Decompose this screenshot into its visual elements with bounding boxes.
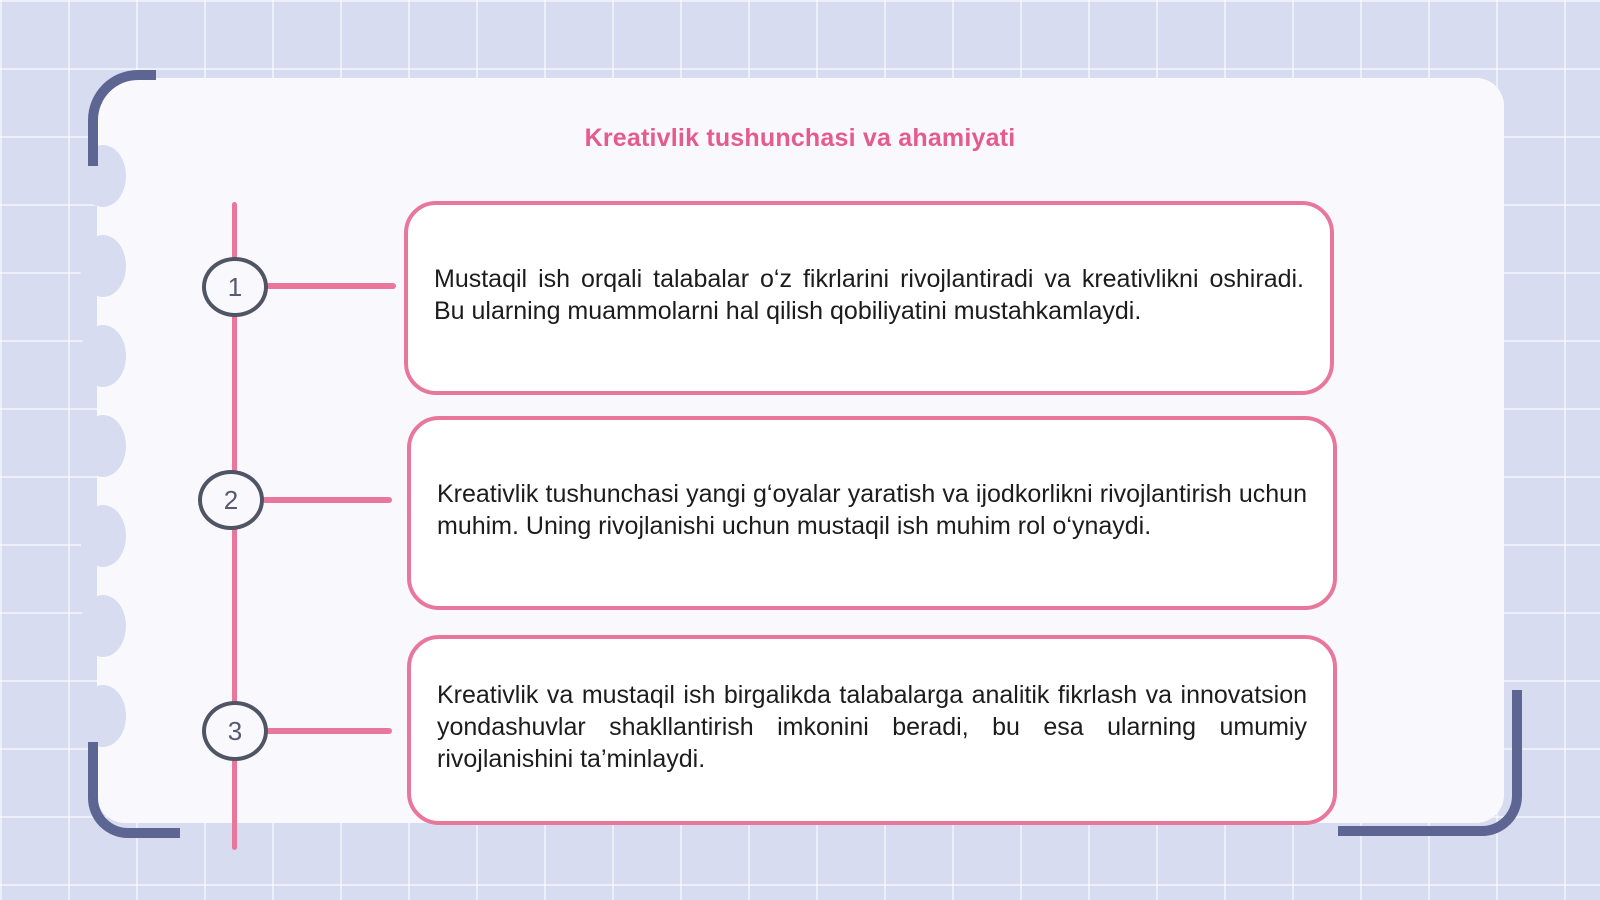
scallop-decoration — [80, 685, 126, 747]
frame-corner-bottom-left — [88, 742, 180, 838]
scallop-decoration — [80, 325, 126, 387]
scallop-decoration — [80, 235, 126, 297]
timeline-connector — [262, 497, 392, 503]
scallop-decoration — [80, 505, 126, 567]
content-box-3 — [407, 635, 1337, 825]
timeline-node-3: 3 — [202, 701, 268, 761]
content-text-3: Kreativlik va mustaqil ish birgalikda talabalarga analitik fikrlash va innovatsion yondashuvlar shakllantirish imkonini beradi, bu esa ularning umumiy rivojlanishini ta’minlaydi. — [437, 681, 1307, 773]
timeline-connector — [266, 283, 396, 289]
scallop-decoration — [80, 595, 126, 657]
content-text-2: Kreativlik tushunchasi yangi g‘oyalar yaratish va ijodkorlikni rivojlantirish uchun muhim. Uning rivojlanishi uchun mustaqil ish muhim rol o‘ynaydi. — [437, 480, 1307, 540]
scallop-decoration — [80, 415, 126, 477]
timeline-node-1: 1 — [202, 257, 268, 317]
content-text-1: Mustaqil ish orqali talabalar o‘z fikrlarini rivojlantiradi va kreativlikni oshiradi. Bu ularning muammolarni hal qilish qobiliyatini mustahkamlaydi. — [434, 265, 1304, 325]
content-box-1 — [404, 201, 1334, 395]
slide-title: Kreativlik tushunchasi va ahamiyati — [584, 124, 1016, 152]
content-box-2 — [407, 416, 1337, 610]
timeline-connector — [266, 728, 392, 734]
frame-corner-bottom-right — [1338, 690, 1522, 836]
timeline-node-2: 2 — [198, 470, 264, 530]
